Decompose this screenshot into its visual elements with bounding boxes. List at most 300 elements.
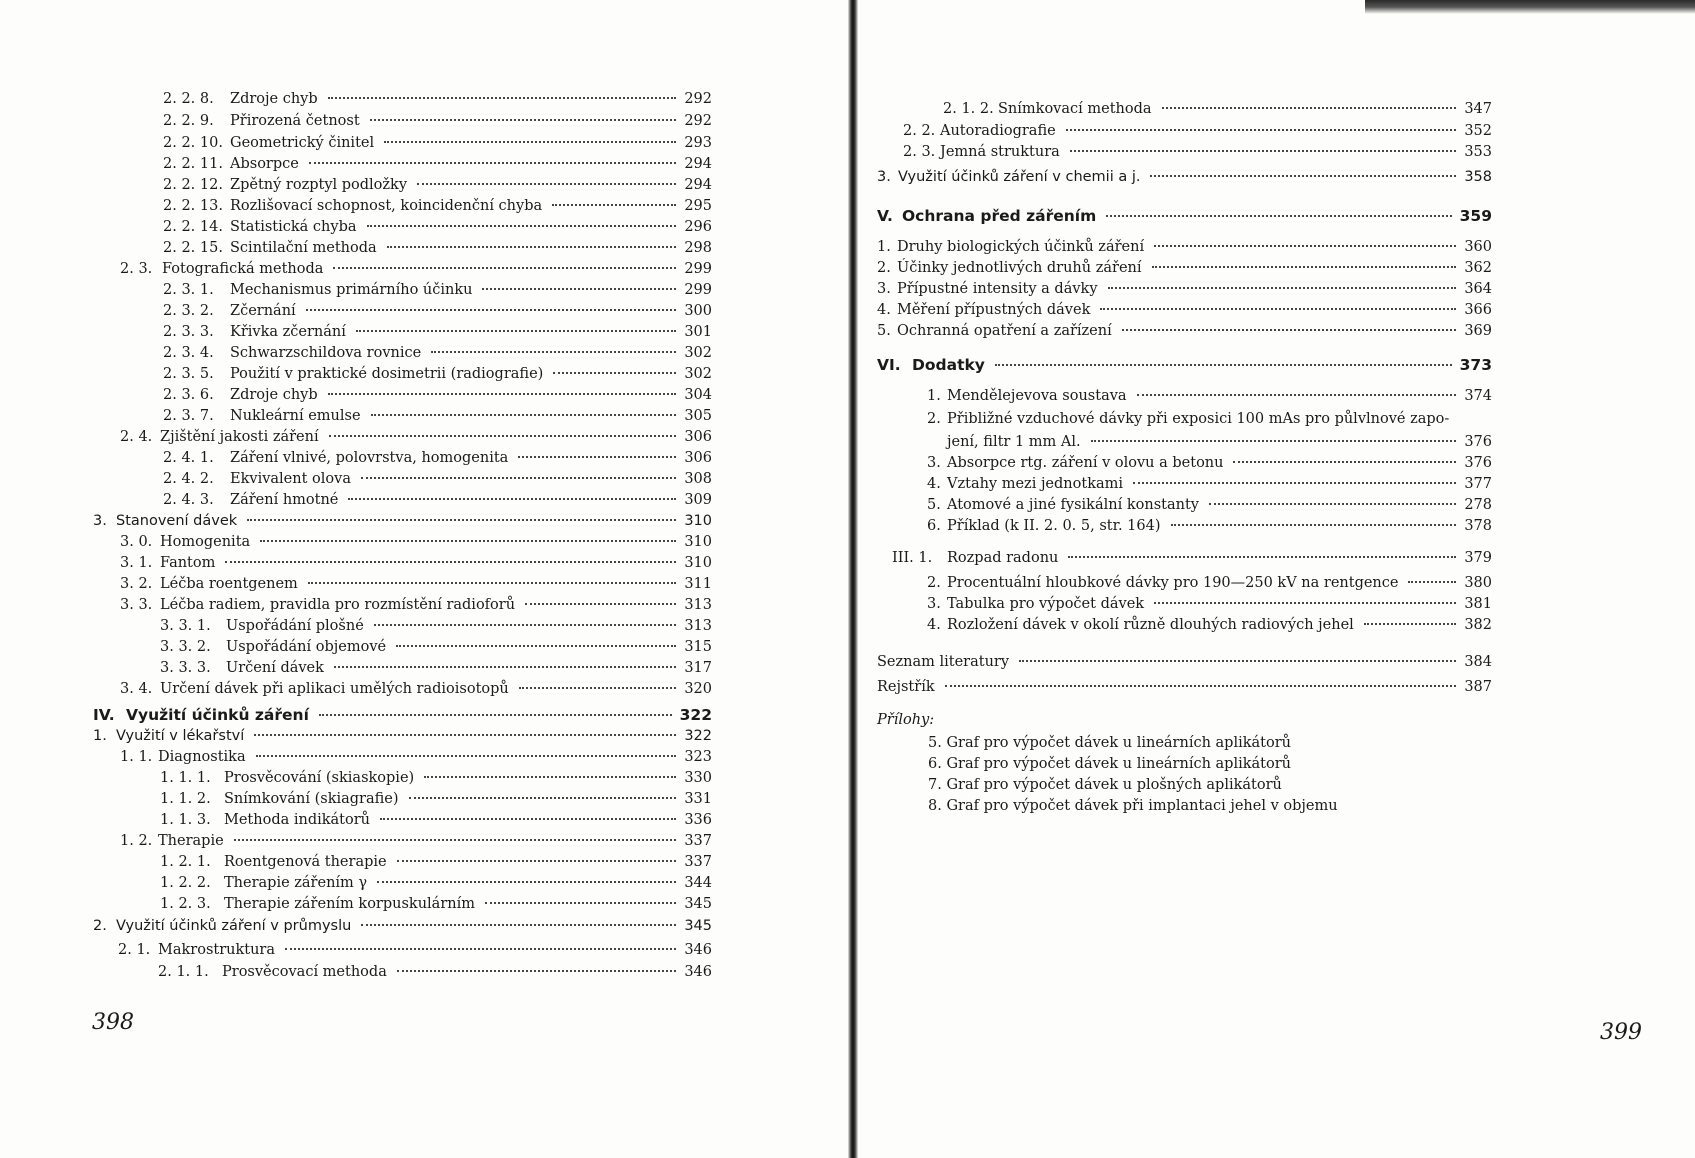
dot-leader <box>234 838 677 841</box>
toc-entry-page: 299 <box>684 282 712 298</box>
toc-entry-number: 2. 2. 9. <box>163 113 214 129</box>
toc-entry-number: 5. <box>877 323 891 339</box>
toc-entry <box>160 657 712 679</box>
toc-entry-title: Určení dávek <box>226 660 324 676</box>
dot-leader <box>417 182 676 185</box>
left-folio: 398 <box>92 1010 134 1035</box>
dot-leader <box>424 775 676 778</box>
toc-entry <box>877 236 1492 258</box>
dot-leader <box>552 203 676 206</box>
toc-entry-page: 346 <box>684 964 712 980</box>
toc-entry-title: Schwarzschildova rovnice <box>230 345 422 361</box>
toc-entry <box>163 195 712 217</box>
toc-entry-page: 301 <box>684 324 712 340</box>
toc-entry <box>877 354 1492 376</box>
toc-entry-page: 305 <box>684 408 712 424</box>
toc-entry-title: Přirozená četnost <box>230 113 360 129</box>
toc-entry-title: Záření hmotné <box>230 492 339 508</box>
toc-entry-title: Fotografická methoda <box>162 261 324 277</box>
toc-entry <box>158 961 712 983</box>
toc-entry-number: 3. <box>877 281 891 297</box>
dot-leader <box>397 969 676 972</box>
toc-entry-number: 2. 2. 15. <box>163 240 223 256</box>
toc-entry-title: Mechanismus primárního účinku <box>230 282 473 298</box>
dot-leader <box>1070 149 1457 152</box>
appendix-item: 5. Graf pro výpočet dávek u lineárních aplikátorů <box>928 735 1291 751</box>
toc-entry-page: 306 <box>684 429 712 445</box>
toc-entry <box>163 216 712 238</box>
toc-entry-title: Zdroje chyb <box>230 91 318 107</box>
toc-entry-title: Therapie zářením korpuskulárním <box>224 896 475 912</box>
toc-entry-title: Atomové a jiné fysikální konstanty <box>947 497 1199 513</box>
toc-entry <box>160 615 712 637</box>
toc-entry-page: 345 <box>684 918 712 934</box>
dot-leader <box>1019 659 1456 662</box>
toc-entry-title: Prosvěcování (skiaskopie) <box>224 770 415 786</box>
toc-entry-title: Snímkování (skiagrafie) <box>224 791 399 807</box>
toc-entry <box>163 300 712 322</box>
appendix-item: 7. Graf pro výpočet dávek u plošných aplikátorů <box>928 777 1282 793</box>
toc-entry-page: 352 <box>1464 123 1492 139</box>
toc-entry-page: 320 <box>684 681 712 697</box>
dot-leader <box>319 713 672 716</box>
toc-entry <box>163 110 712 132</box>
toc-entry-number: 5. <box>927 497 941 513</box>
toc-entry <box>163 279 712 301</box>
toc-entry <box>160 872 712 894</box>
dot-leader <box>1091 439 1457 442</box>
dot-leader <box>1364 622 1456 625</box>
toc-entry-title: Využití účinků záření v chemii a j. <box>898 169 1141 185</box>
toc-entry <box>163 174 712 196</box>
toc-entry-number: 2. 4. 2. <box>163 471 214 487</box>
dot-leader <box>371 413 677 416</box>
toc-entry-title: Rozpad radonu <box>947 550 1059 566</box>
dot-leader <box>374 623 677 626</box>
toc-entry-title: Ochranná opatření a zařízení <box>897 323 1112 339</box>
toc-entry-title: Therapie zářením γ <box>224 875 368 891</box>
toc-entry-number: 2. <box>877 260 891 276</box>
dot-leader <box>247 518 676 521</box>
toc-entry-title: Seznam literatury <box>877 654 1010 670</box>
toc-entry-number: 4. <box>927 476 941 492</box>
dot-leader <box>409 796 677 799</box>
toc-entry-number: 1. 2. 2. <box>160 875 211 891</box>
toc-entry-title: Diagnostika <box>158 749 246 765</box>
toc-entry-number: 3. 1. <box>120 555 153 571</box>
toc-entry <box>160 809 712 831</box>
toc-entry-number: 4. <box>877 302 891 318</box>
toc-entry-page: 293 <box>684 135 712 151</box>
dot-leader <box>1233 460 1456 463</box>
toc-entry-continuation <box>947 431 1492 453</box>
toc-entry-number: 3. 3. 3. <box>160 660 211 676</box>
toc-entry-number: 2. 1. 2. <box>943 101 994 117</box>
toc-entry-page: 302 <box>684 345 712 361</box>
toc-entry-title: Stanovení dávek <box>116 513 238 529</box>
toc-entry <box>927 408 1492 430</box>
toc-entry-number: 3. 3. 2. <box>160 639 211 655</box>
toc-entry-title: Zjištění jakosti záření <box>160 429 319 445</box>
toc-entry <box>160 636 712 658</box>
dot-leader <box>254 733 676 736</box>
dot-leader <box>1162 106 1457 109</box>
toc-entry-page: 306 <box>684 450 712 466</box>
toc-entry-title: Přípustné intensity a dávky <box>897 281 1098 297</box>
toc-entry-number: 1. <box>877 239 891 255</box>
toc-entry-title: Zpětný rozptyl podložky <box>230 177 408 193</box>
toc-entry-title: Uspořádání plošné <box>226 618 364 634</box>
toc-entry-page: 374 <box>1464 388 1492 404</box>
toc-entry <box>160 788 712 810</box>
toc-entry-number: 6. <box>927 518 941 534</box>
toc-entry-page: 344 <box>684 875 712 891</box>
toc-entry <box>120 594 712 616</box>
dot-leader <box>329 434 677 437</box>
toc-entry-number: 3. 3. <box>120 597 153 613</box>
toc-entry-number: 2. 2. 10. <box>163 135 223 151</box>
toc-entry <box>877 320 1492 342</box>
dot-leader <box>356 329 676 332</box>
toc-entry-number: 2. 4. 1. <box>163 450 214 466</box>
dot-leader <box>485 901 676 904</box>
dot-leader <box>1068 555 1456 558</box>
toc-entry-number: 2. 2. 14. <box>163 219 223 235</box>
toc-entry-number: VI. <box>877 356 901 374</box>
toc-entry-page: 331 <box>684 791 712 807</box>
toc-entry <box>160 767 712 789</box>
toc-entry-page: 294 <box>684 177 712 193</box>
dot-leader <box>1106 214 1451 217</box>
toc-entry-page: 379 <box>1464 550 1492 566</box>
toc-entry <box>163 363 712 385</box>
dot-leader <box>1152 265 1457 268</box>
toc-entry-number: V. <box>877 207 893 225</box>
toc-entry-page: 292 <box>684 113 712 129</box>
toc-entry-title: Tabulka pro výpočet dávek <box>947 596 1145 612</box>
toc-entry-title: Zčernání <box>230 303 296 319</box>
toc-entry-number: 3. 2. <box>120 576 153 592</box>
appendix-label: Přílohy: <box>877 712 935 728</box>
toc-entry-page: 347 <box>1464 101 1492 117</box>
toc-entry-page: 330 <box>684 770 712 786</box>
toc-entry-title: Použití v praktické dosimetrii (radiografie) <box>230 366 544 382</box>
toc-entry-title: Rejstřík <box>877 679 935 695</box>
toc-entry-page: 310 <box>684 513 712 529</box>
dot-leader <box>525 602 676 605</box>
toc-entry-number: 2. 2. 12. <box>163 177 223 193</box>
toc-entry-page: 381 <box>1464 596 1492 612</box>
toc-entry-page: 346 <box>684 942 712 958</box>
toc-entry-title: Prosvěcovací methoda <box>222 964 387 980</box>
dot-leader <box>518 455 676 458</box>
toc-entry-title: Nukleární emulse <box>230 408 361 424</box>
toc-entry-title: Léčba roentgenem <box>160 576 298 592</box>
toc-entry-title: Křivka zčernání <box>230 324 346 340</box>
toc-entry-title: Snímkovací methoda <box>998 101 1152 117</box>
toc-entry-number: 3. 4. <box>120 681 153 697</box>
toc-entry <box>943 98 1492 120</box>
toc-entry-number: 1. 1. 3. <box>160 812 211 828</box>
toc-entry <box>877 278 1492 300</box>
toc-entry <box>927 614 1492 636</box>
toc-entry-number: 1. 2. 3. <box>160 896 211 912</box>
toc-entry <box>163 321 712 343</box>
toc-entry <box>877 205 1492 227</box>
toc-entry-page: 378 <box>1464 518 1492 534</box>
toc-entry <box>927 515 1492 537</box>
toc-entry-title: Určení dávek při aplikaci umělých radioisotopů <box>160 681 509 697</box>
toc-entry-title: Rozlišovací schopnost, koincidenční chyba <box>230 198 543 214</box>
dot-leader <box>348 497 676 500</box>
toc-entry <box>877 257 1492 279</box>
toc-entry <box>877 299 1492 321</box>
toc-entry-page: 299 <box>684 261 712 277</box>
toc-entry-number: 1. <box>927 388 941 404</box>
toc-entry <box>120 552 712 574</box>
dot-leader <box>225 560 676 563</box>
toc-entry-title: Příklad (k II. 2. 0. 5, str. 164) <box>947 518 1161 534</box>
toc-entry-title: Methoda indikátorů <box>224 812 371 828</box>
toc-entry-title: Absorpce rtg. záření v olovu a betonu <box>947 455 1224 471</box>
toc-entry-title: Využití účinků záření <box>126 706 309 724</box>
toc-entry-page: 336 <box>684 812 712 828</box>
dot-leader <box>380 817 676 820</box>
dot-leader <box>1154 244 1456 247</box>
toc-entry <box>163 342 712 364</box>
toc-entry-page: 313 <box>684 597 712 613</box>
toc-entry-title: Therapie <box>158 833 224 849</box>
dot-leader <box>1154 601 1456 604</box>
toc-entry <box>927 452 1492 474</box>
toc-entry-number: 3. 3. 1. <box>160 618 211 634</box>
toc-entry-title: Autoradiografie <box>940 123 1056 139</box>
dot-leader <box>396 644 676 647</box>
toc-entry <box>903 141 1492 163</box>
dot-leader <box>995 363 1452 366</box>
toc-entry-title: Makrostruktura <box>158 942 276 958</box>
toc-entry-number: 2. 2. 11. <box>163 156 223 172</box>
toc-entry <box>903 120 1492 142</box>
toc-entry-number: 2. 3. <box>903 144 936 160</box>
dot-leader <box>397 859 677 862</box>
toc-entry <box>163 489 712 511</box>
toc-entry-page: 302 <box>684 366 712 382</box>
toc-entry-number: 1. 2. 1. <box>160 854 211 870</box>
appendix-item: 8. Graf pro výpočet dávek při implantaci jehel v objemu <box>928 798 1338 814</box>
toc-entry-page: 310 <box>684 534 712 550</box>
toc-entry-number: 2. 3. 7. <box>163 408 214 424</box>
toc-entry-title: Uspořádání objemové <box>226 639 387 655</box>
toc-entry-number: 2. 2. 8. <box>163 91 214 107</box>
toc-entry-page: 380 <box>1464 575 1492 591</box>
toc-entry <box>163 237 712 259</box>
dot-leader <box>306 308 677 311</box>
toc-entry-page: 322 <box>679 706 712 724</box>
toc-entry-title: Procentuální hloubkové dávky pro 190—250 kV na rentgence <box>947 575 1399 591</box>
toc-entry-number: 2. 3. 2. <box>163 303 214 319</box>
toc-entry-page: 298 <box>684 240 712 256</box>
toc-entry-title: Vztahy mezi jednotkami <box>947 476 1124 492</box>
toc-entry-page: 300 <box>684 303 712 319</box>
dot-leader <box>1209 502 1456 505</box>
dot-leader <box>285 947 676 950</box>
toc-entry <box>163 468 712 490</box>
toc-entry-title-continued: jení, filtr 1 mm Al. <box>947 434 1081 450</box>
toc-entry-number: 3. <box>877 169 891 185</box>
toc-entry-title: Scintilační methoda <box>230 240 377 256</box>
dot-leader <box>308 581 677 584</box>
dot-leader <box>309 161 676 164</box>
dot-leader <box>367 224 677 227</box>
toc-entry-number: III. 1. <box>892 550 933 566</box>
toc-entry-page: 345 <box>684 896 712 912</box>
toc-entry-title: Statistická chyba <box>230 219 357 235</box>
toc-entry-number: 1. 2. <box>120 833 153 849</box>
toc-entry-page: 337 <box>684 833 712 849</box>
dot-leader <box>519 686 677 689</box>
toc-entry <box>892 547 1492 569</box>
toc-entry-page: 296 <box>684 219 712 235</box>
toc-entry <box>927 593 1492 615</box>
toc-entry-page: 360 <box>1464 239 1492 255</box>
toc-entry-number: 2. 1. 1. <box>158 964 209 980</box>
toc-entry-number: 2. 3. 5. <box>163 366 214 382</box>
dot-leader <box>431 350 676 353</box>
dot-leader <box>1100 307 1456 310</box>
toc-entry-number: 1. <box>93 728 107 744</box>
toc-entry-number: 2. 3. 4. <box>163 345 214 361</box>
toc-entry-title: Ekvivalent olova <box>230 471 351 487</box>
toc-entry-title: Využití účinků záření v průmyslu <box>116 918 352 934</box>
toc-entry-page: 353 <box>1464 144 1492 160</box>
dot-leader <box>553 371 676 374</box>
toc-entry <box>120 426 712 448</box>
toc-entry <box>93 725 712 747</box>
dot-leader <box>361 923 676 926</box>
dot-leader <box>1122 328 1457 331</box>
toc-entry-page: 304 <box>684 387 712 403</box>
dot-leader <box>256 754 677 757</box>
toc-entry <box>160 851 712 873</box>
toc-entry-number: 2. <box>93 918 107 934</box>
toc-entry-page: 311 <box>684 576 712 592</box>
toc-entry-page: 359 <box>1459 207 1492 225</box>
toc-entry-number: 1. 1. 2. <box>160 791 211 807</box>
toc-entry <box>93 704 712 726</box>
toc-entry-title: Fantom <box>160 555 216 571</box>
toc-entry-number: 3. <box>93 513 107 529</box>
toc-entry-title: Využití v lékařství <box>116 728 245 744</box>
toc-entry-number: 2. 3. 3. <box>163 324 214 340</box>
toc-entry-title: Druhy biologických účinků záření <box>897 239 1145 255</box>
toc-entry-number: IV. <box>93 706 115 724</box>
toc-entry-page: 376 <box>1464 434 1492 450</box>
toc-entry-number: 2. 2. 13. <box>163 198 223 214</box>
toc-entry-number: 3. <box>927 596 941 612</box>
toc-entry-page: 317 <box>684 660 712 676</box>
toc-entry-number: 2. 2. <box>903 123 936 139</box>
toc-entry-title: Přibližné vzduchové dávky při exposici 100 mAs pro půlvlnové zapo- <box>947 411 1450 427</box>
toc-entry <box>163 132 712 154</box>
dot-leader <box>482 287 676 290</box>
toc-entry-number: 2. <box>927 411 941 427</box>
dot-leader <box>377 880 676 883</box>
toc-entry <box>120 573 712 595</box>
toc-entry-number: 2. 3. 1. <box>163 282 214 298</box>
toc-entry <box>927 473 1492 495</box>
toc-entry <box>93 510 712 532</box>
toc-entry-page: 369 <box>1464 323 1492 339</box>
toc-entry <box>877 166 1492 188</box>
right-folio: 399 <box>1600 1020 1642 1045</box>
toc-entry-number: 1. 1. <box>120 749 153 765</box>
toc-entry <box>927 385 1492 407</box>
toc-entry-title: Jemná struktura <box>940 144 1060 160</box>
toc-entry-page: 387 <box>1464 679 1492 695</box>
toc-entry-number: 3. <box>927 455 941 471</box>
toc-entry-number: 2. <box>927 575 941 591</box>
toc-entry <box>93 915 712 937</box>
toc-entry-page: 323 <box>684 749 712 765</box>
toc-entry-page: 373 <box>1459 356 1492 374</box>
toc-entry <box>877 651 1492 673</box>
scan-edge-shadow <box>1365 0 1695 14</box>
toc-entry-title: Rozložení dávek v okolí různě dlouhých radiových jehel <box>947 617 1354 633</box>
toc-entry-page: 278 <box>1464 497 1492 513</box>
dot-leader <box>370 118 677 121</box>
toc-entry-title: Zdroje chyb <box>230 387 318 403</box>
toc-entry-page: 376 <box>1464 455 1492 471</box>
toc-entry-title: Dodatky <box>912 356 985 374</box>
toc-entry-page: 382 <box>1464 617 1492 633</box>
toc-entry-title: Záření vlnivé, polovrstva, homogenita <box>230 450 509 466</box>
toc-entry <box>120 830 712 852</box>
book-gutter <box>848 0 858 1158</box>
dot-leader <box>260 539 676 542</box>
dot-leader <box>387 245 677 248</box>
toc-entry-page: 358 <box>1464 169 1492 185</box>
toc-entry <box>120 746 712 768</box>
toc-entry-number: 2. 3. 6. <box>163 387 214 403</box>
toc-entry-title: Geometrický činitel <box>230 135 375 151</box>
toc-entry-page: 313 <box>684 618 712 634</box>
toc-entry-page: 292 <box>684 91 712 107</box>
dot-leader <box>384 140 676 143</box>
toc-entry-title: Roentgenová therapie <box>224 854 387 870</box>
toc-entry-page: 377 <box>1464 476 1492 492</box>
toc-entry-title: Homogenita <box>160 534 251 550</box>
dot-leader <box>1066 128 1457 131</box>
toc-entry-title: Mendělejevova soustava <box>947 388 1127 404</box>
dot-leader <box>328 96 677 99</box>
toc-entry-page: 362 <box>1464 260 1492 276</box>
toc-entry-number: 3. 0. <box>120 534 153 550</box>
toc-entry-page: 322 <box>684 728 712 744</box>
toc-entry-page: 310 <box>684 555 712 571</box>
dot-leader <box>334 665 676 668</box>
toc-entry <box>163 405 712 427</box>
toc-entry <box>120 678 712 700</box>
dot-leader <box>1171 523 1457 526</box>
toc-entry <box>120 258 712 280</box>
dot-leader <box>361 476 676 479</box>
toc-entry-number: 4. <box>927 617 941 633</box>
toc-entry-page: 315 <box>684 639 712 655</box>
toc-entry-title: Ochrana před zářením <box>902 207 1097 225</box>
toc-entry-page: 337 <box>684 854 712 870</box>
toc-entry-number: 2. 4. <box>120 429 153 445</box>
